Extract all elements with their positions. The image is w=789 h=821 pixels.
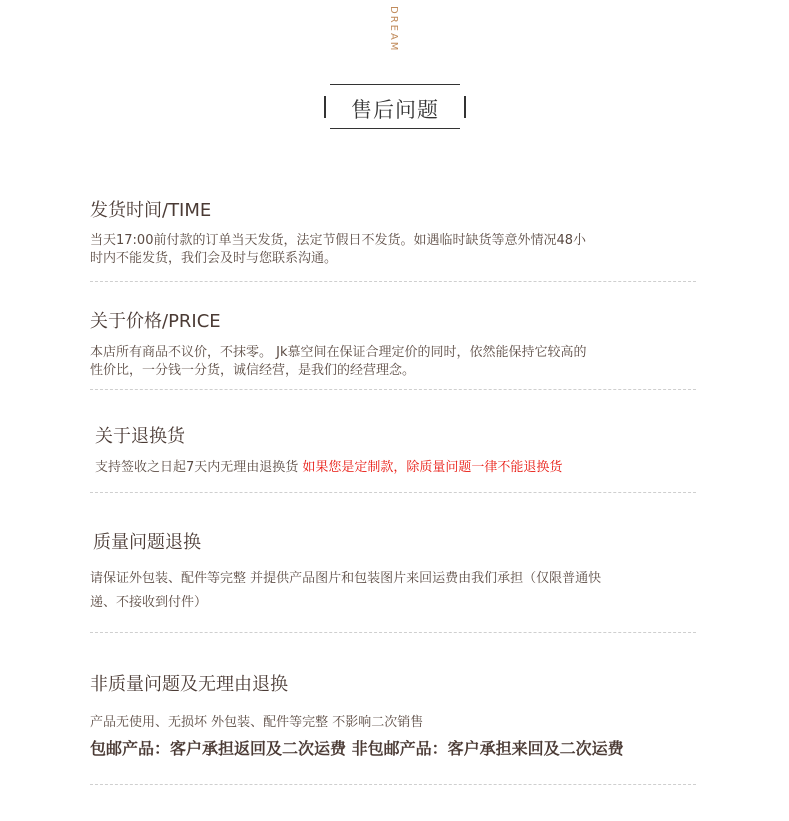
section-body-line2: 性价比，一分钱一分货，诚信经营，是我们的经营理念。 [90,363,416,378]
title-bottom-rule [330,128,460,129]
section-body-line1: 请保证外包装、配件等完整 并提供产品图片和包装图片来回运费由我们承担（仅限普通快 [90,571,602,586]
title-top-rule [330,84,460,85]
section-title: 发货时间/TIME [90,200,212,221]
page-title-block [322,84,468,130]
shipping-fee-policy: 包邮产品：客户承担返回及二次运费 非包邮产品：客户承担来回及二次运费 [90,739,624,758]
section-body-line2: 时内不能发货，我们会及时与您联系沟通。 [90,251,338,266]
returns-policy-text: 支持签收之日起7天内无理由退换货 [95,460,303,475]
section-body-line1: 产品无使用、无损坏 外包装、配件等完整 不影响二次销售 [90,715,424,730]
section-body-line2: 递、不接收到付件） [90,595,208,610]
section-non-quality-returns [90,670,696,759]
section-shipping-time [90,196,696,268]
section-body [95,459,701,477]
dream-label: DREAM [388,6,399,53]
section-title: 非质量问题及无理由退换 [90,674,288,695]
section-body-line1: 本店所有商品不议价，不抹零。 Jk慕空间在保证合理定价的同时，依然能保持它较高的 [90,345,587,360]
section-body-line1: 当天17:00前付款的订单当天发货，法定节假日不发货。如遇临时缺货等意外情况48小 [90,233,587,248]
section-returns [95,422,701,477]
section-title: 关于退换货 [95,426,185,447]
divider [90,492,696,493]
divider [90,281,696,282]
page-title: 售后问题 [351,98,439,122]
section-title: 质量问题退换 [93,532,201,553]
section-title: 关于价格/PRICE [90,311,221,332]
section-quality-body [90,567,696,615]
title-right-bar [464,96,466,118]
divider [90,632,696,633]
divider [90,784,696,785]
custom-order-warning: 如果您是定制款，除质量问题一律不能退换货 [302,460,563,475]
divider [90,389,696,390]
section-quality-returns [93,528,699,554]
section-price [90,307,696,380]
